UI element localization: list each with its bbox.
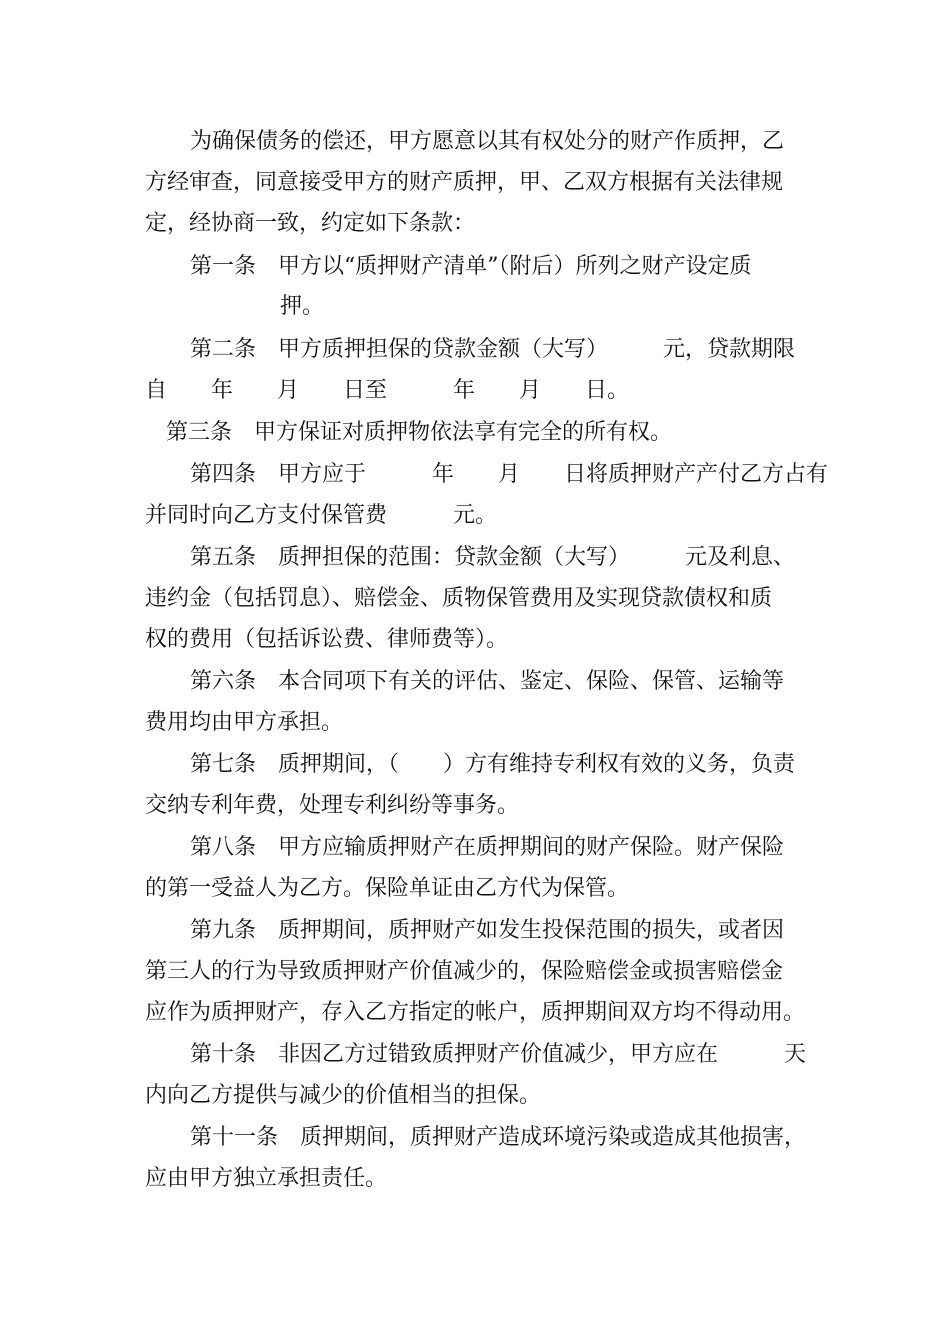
intro-line-1: 为确保债务的偿还，甲方愿意以其有权处分的财产作质押，乙 — [190, 129, 785, 154]
article-9-line-1: 第九条 质押期间，质押财产如发生投保范围的损失，或者因 — [190, 918, 785, 943]
article-11-line-2: 应由甲方独立承担责任。 — [145, 1166, 388, 1191]
article-8-line-1: 第八条 甲方应输质押财产在质押期间的财产保险。财产保险 — [190, 835, 785, 860]
article-10-line-2: 内向乙方提供与减少的价值相当的担保。 — [145, 1083, 542, 1108]
intro-line-3: 定，经协商一致，约定如下条款： — [145, 211, 476, 236]
article-6-line-1: 第六条 本合同项下有关的评估、鉴定、保险、保管、运输等 — [190, 669, 785, 694]
article-9-line-3: 应作为质押财产，存入乙方指定的帐户，质押期间双方均不得动用。 — [145, 1000, 806, 1025]
article-7-line-2: 交纳专利年费，处理专利纠纷等事务。 — [145, 793, 520, 818]
article-1-line-1: 第一条 甲方以“质押财产清单”（附后）所列之财产设定质 — [190, 254, 752, 279]
article-9-line-2: 第三人的行为导致质押财产价值减少的，保险赔偿金或损害赔偿金 — [145, 959, 784, 984]
article-3-line-1: 第三条 甲方保证对质押物依法享有完全的所有权。 — [166, 420, 673, 445]
article-11-line-1: 第十一条 质押期间，质押财产造成环境污染或造成其他损害， — [190, 1125, 807, 1150]
article-4-line-1: 第四条 甲方应于 年 月 日将质押财产产付乙方占有 — [190, 462, 829, 487]
article-8-line-2: 的第一受益人为乙方。保险单证由乙方代为保管。 — [145, 876, 630, 901]
article-5-line-2: 违约金（包括罚息）、赔偿金、质物保管费用及实现贷款债权和质 — [145, 586, 773, 611]
intro-line-2: 方经审查，同意接受甲方的财产质押，甲、乙双方根据有关法律规 — [145, 170, 784, 195]
article-6-line-2: 费用均由甲方承担。 — [145, 710, 344, 735]
article-7-line-1: 第七条 质押期间，（ ）方有维持专利权有效的义务，负责 — [190, 752, 796, 777]
article-5-line-1: 第五条 质押担保的范围：贷款金额（大写） 元及利息、 — [190, 545, 796, 570]
article-2-line-2: 自 年 月 日至 年 月 日。 — [145, 378, 630, 403]
article-5-line-3: 权的费用（包括诉讼费、律师费等）。 — [145, 627, 509, 652]
article-2-line-1: 第二条 甲方质押担保的贷款金额（大写） 元，贷款期限 — [190, 337, 796, 362]
article-4-line-2: 并同时向乙方支付保管费 元。 — [145, 503, 498, 528]
article-10-line-1: 第十条 非因乙方过错致质押财产价值减少，甲方应在 天 — [190, 1042, 807, 1067]
article-1-line-2: 押。 — [280, 294, 325, 319]
